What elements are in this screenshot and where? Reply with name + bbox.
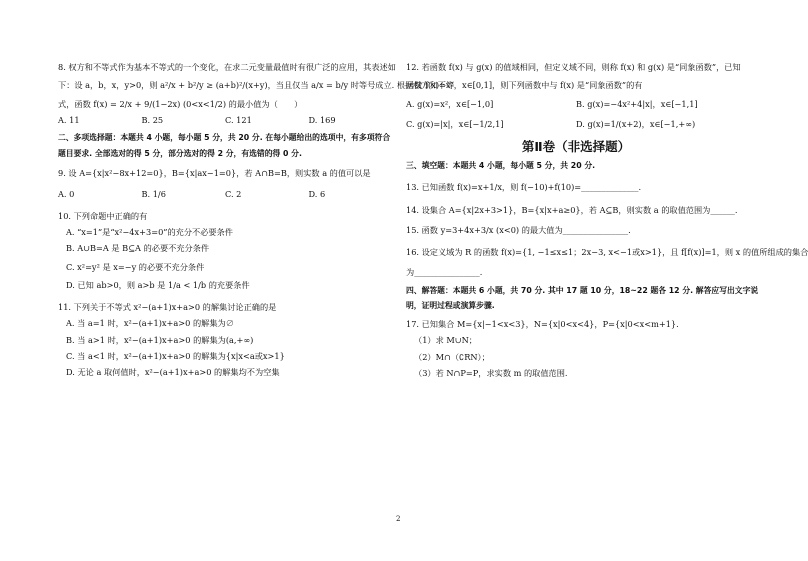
q12-option-b: B. g(x)=−4x²+4|x|，x∈[−1,1] xyxy=(576,98,698,109)
q8-option-d: D. 169 xyxy=(308,114,336,125)
q9-option-b: B. 1/6 xyxy=(141,188,166,199)
section2-heading-1: 二、多项选择题：本题共 4 小题，每小题 5 分，共 20 分. 在每小题给出的选项中，有多项符合 xyxy=(58,133,391,142)
q17-item-1: （1）求 M∪N； xyxy=(414,335,477,346)
q12-option-d: D. g(x)=1/(x+2)，x∈[−1,+∞) xyxy=(576,118,696,129)
section3-heading: 三、填空题：本题共 4 小题，每小题 5 分，共 20 分. xyxy=(406,160,596,170)
q12-line-1: 12. 若函数 f(x) 与 g(x) 的值域相同，但定义域不同，则称 f(x) 和 g(x) 是“同象函数”，已知 xyxy=(406,62,741,72)
q13: 13. 已知函数 f(x)=x+1/x，则 f(−10)+f(10)=______________. xyxy=(406,182,642,193)
q8-line-2: 下：设 a，b，x，y>0，则 a²/x + b²/y ≥ (a+b)²/(x+y)，当且仅当 a/x = b/y 时等号成立. 根据权方和不等 xyxy=(58,80,455,91)
q15: 15. 函数 y=3+4x+3/x (x<0) 的最大值为________________. xyxy=(406,224,631,235)
q8-options xyxy=(58,115,392,125)
q9-option-a: A. 0 xyxy=(58,188,75,199)
q14: 14. 设集合 A={x|2x+3>1}，B={x|x+a≥0}，若 A⊆B，则实数 a 的取值范围为______. xyxy=(406,204,738,215)
q9-options xyxy=(58,189,392,199)
q9-option-c: C. 2 xyxy=(225,188,242,199)
q17-item-3: （3）若 N∩P=P，求实数 m 的取值范围. xyxy=(414,367,568,378)
q8-option-a: A. 11 xyxy=(58,114,80,125)
q11-item-d: D. 无论 a 取何值时，x²−(a+1)x+a>0 的解集均不为空集 xyxy=(66,367,280,378)
q11-stem: 11. 下列关于不等式 x²−(a+1)x+a>0 的解集讨论正确的是 xyxy=(58,302,277,313)
q12-option-c: C. g(x)=|x|，x∈[−1/2,1] xyxy=(406,118,504,129)
q9-stem: 9. 设 A={x|x²−8x+12=0}，B={x|ax−1=0}，若 A∩B=B，则实数 a 的值可以是 xyxy=(58,168,371,179)
q8-line-3: 式，函数 f(x) = 2/x + 9/(1−2x) (0<x<1/2) 的最小值为（ ） xyxy=(58,98,303,109)
part2-title: 第Ⅱ卷（非选择题） xyxy=(521,139,631,154)
q17-stem: 17. 已知集合 M={x|−1<x<3}，N={x|0<x<4}，P={x|0<x<m+1}. xyxy=(406,319,679,330)
q10-item-a: A. “x=1”是“x²−4x+3=0”的充分不必要条件 xyxy=(66,227,233,238)
q12-options-row-2 xyxy=(406,119,746,129)
q11-item-c: C. 当 a<1 时，x²−(a+1)x+a>0 的解集为{x|x<a或x>1} xyxy=(66,350,285,361)
q12-option-a: A. g(x)=x²，x∈[−1,0] xyxy=(406,98,494,109)
q16-line-2: 为________________. xyxy=(406,267,483,278)
q16-line-1: 16. 设定义域为 R 的函数 f(x)={1, −1≤x≤1；2x−3, x<−1或x>1}，且 f[f(x)]=1，则 x 的值所组成的集合 xyxy=(406,247,808,258)
page-number: 2 xyxy=(396,515,401,523)
section4-heading-1: 四、解答题：本题共 6 小题，共 70 分. 其中 17 题 10 分，18~22 题各 12 分. 解答应写出文字说 xyxy=(406,285,759,295)
q12-line-2: 函数 f(x)=x²，x∈[0,1]，则下列函数中与 f(x) 是“同象函数”的有 xyxy=(406,80,643,91)
q8-line-1: 8. 权方和不等式作为基本不等式的一个变化，在求二元变量最值时有很广泛的应用，其表述如 xyxy=(58,62,396,72)
q10-item-b: B. A∪B=A 是 B⊆A 的必要不充分条件 xyxy=(66,243,210,254)
q8-option-b: B. 25 xyxy=(141,114,164,125)
q9-option-d: D. 6 xyxy=(308,188,326,199)
q10-item-d: D. 已知 ab>0，则 a>b 是 1/a < 1/b 的充要条件 xyxy=(66,279,250,290)
q10-item-c: C. x²=y² 是 x=−y 的必要不充分条件 xyxy=(66,261,205,272)
q11-item-b: B. 当 a>1 时，x²−(a+1)x+a>0 的解集为(a,+∞) xyxy=(66,334,254,345)
q17-item-2: （2）M∩（∁RN）； xyxy=(414,351,490,362)
q12-options-row-1 xyxy=(406,99,746,109)
q10-stem: 10. 下列命题中正确的有 xyxy=(58,210,148,221)
section4-heading-2: 明，证明过程或演算步骤. xyxy=(406,301,495,311)
right-column xyxy=(406,62,808,378)
section2-heading-2: 题目要求. 全部选对的得 5 分，部分选对的得 2 分，有选错的得 0 分. xyxy=(58,148,302,158)
q11-item-a: A. 当 a=1 时，x²−(a+1)x+a>0 的解集为∅ xyxy=(66,318,234,329)
q8-option-c: C. 121 xyxy=(225,114,252,125)
